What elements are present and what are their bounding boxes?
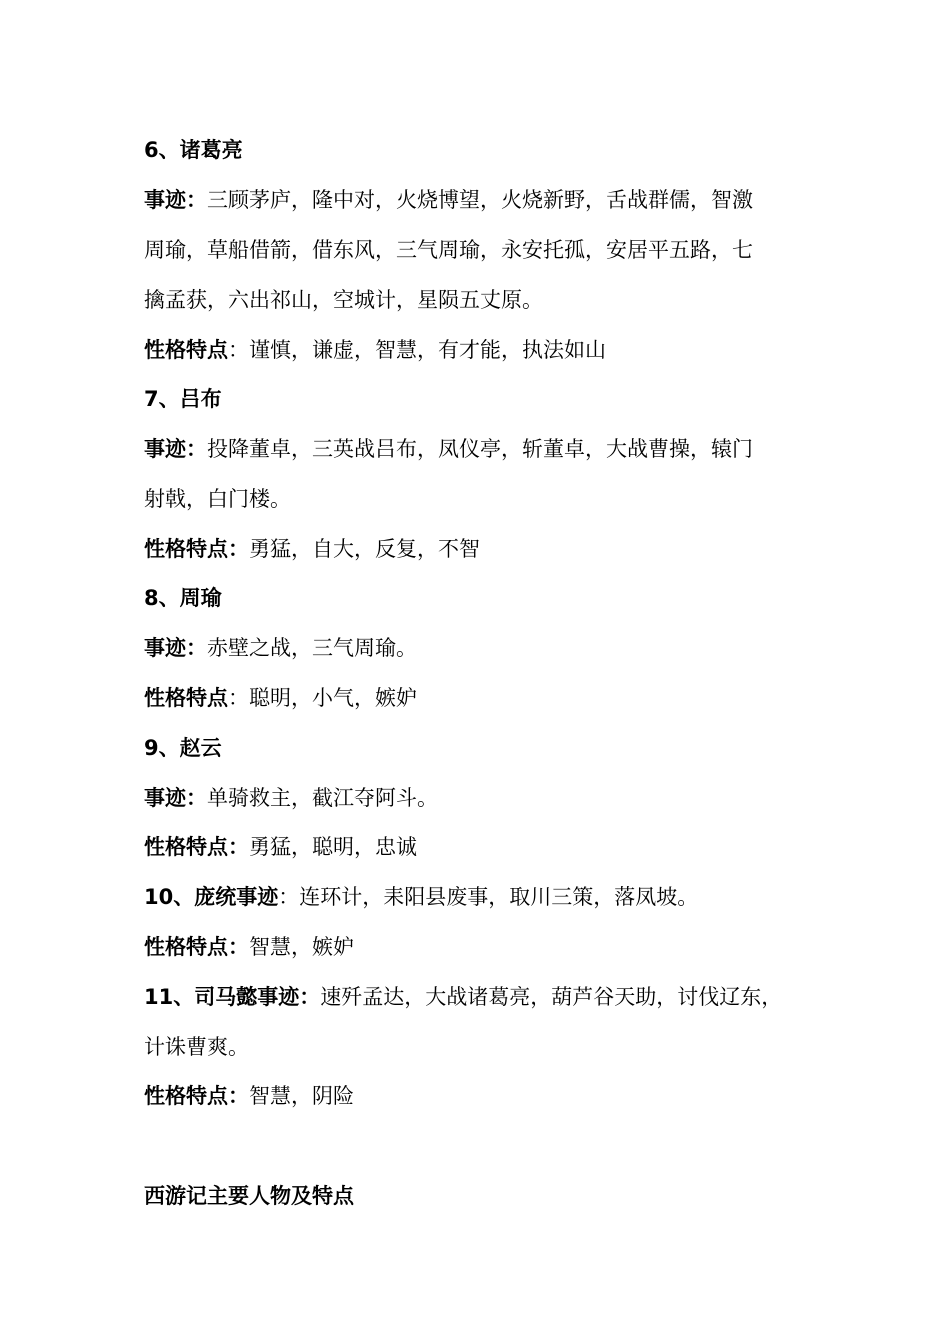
traits-label: 性格特点： xyxy=(144,935,249,959)
deeds-text: ：连环计，耒阳县废事，取川三策，落凤坡。 xyxy=(278,885,699,909)
deeds-label: 事迹： xyxy=(144,786,207,810)
deeds-text: 赤壁之战，三气周瑜。 xyxy=(207,636,417,660)
zhou-yu-traits xyxy=(144,680,844,716)
traits-label: 性格特点： xyxy=(144,1084,249,1108)
deeds-text: 单骑救主，截江夺阿斗。 xyxy=(207,786,438,810)
zhuge-liang-traits xyxy=(144,332,844,368)
section-title-lu-bu: 7、吕布 xyxy=(144,387,222,411)
traits-text: ：谨慎，谦虚，智慧，有才能，执法如山 xyxy=(228,338,606,362)
deeds-label: 事迹： xyxy=(144,636,207,660)
traits-text: 智慧，阴险 xyxy=(249,1084,354,1108)
deeds-label: 事迹： xyxy=(144,437,207,461)
traits-label: 性格特点： xyxy=(144,537,249,561)
traits-text: ：聪明，小气，嫉妒 xyxy=(228,686,417,710)
traits-text: 勇猛，聪明，忠诚 xyxy=(249,835,417,859)
section-title-zhuge-liang: 6、诸葛亮 xyxy=(144,138,243,162)
sima-yi-deeds xyxy=(144,979,844,1015)
deeds-text: 三顾茅庐，隆中对，火烧博望，火烧新野，舌战群儒，智激 xyxy=(207,188,753,212)
lu-bu-deeds-cont: 射戟，白门楼。 xyxy=(144,487,291,511)
zhuge-liang-deeds-cont-1: 周瑜，草船借箭，借东风，三气周瑜，永安托孤，安居平五路，七 xyxy=(144,238,753,262)
traits-label: 性格特点 xyxy=(144,686,228,710)
section-title-zhao-yun: 9、赵云 xyxy=(144,736,222,760)
deeds-text: 投降董卓，三英战吕布，凤仪亭，斩董卓，大战曹操，辕门 xyxy=(207,437,753,461)
deeds-text: 速歼孟达，大战诸葛亮，葫芦谷天助，讨伐辽东， xyxy=(320,985,783,1009)
sima-yi-deeds-cont: 计诛曹爽。 xyxy=(144,1035,249,1059)
lu-bu-deeds xyxy=(144,431,844,467)
traits-label: 性格特点： xyxy=(144,835,249,859)
zhou-yu-deeds xyxy=(144,630,844,666)
sima-yi-traits xyxy=(144,1078,844,1114)
section-title-zhou-yu: 8、周瑜 xyxy=(144,586,222,610)
pang-tong-deeds xyxy=(144,879,844,915)
zhuge-liang-deeds xyxy=(144,182,844,218)
zhao-yun-deeds xyxy=(144,780,844,816)
section-title-pang-tong: 10、庞统事迹 xyxy=(144,885,279,909)
traits-text: 智慧，嫉妒 xyxy=(249,935,354,959)
zhuge-liang-deeds-cont-2: 擒孟获，六出祁山，空城计，星陨五丈原。 xyxy=(144,288,543,312)
lu-bu-traits xyxy=(144,531,844,567)
journey-to-the-west-heading: 西游记主要人物及特点 xyxy=(144,1184,354,1208)
traits-label: 性格特点 xyxy=(144,338,228,362)
zhao-yun-traits xyxy=(144,829,844,865)
traits-text: 勇猛，自大，反复，不智 xyxy=(249,537,480,561)
deeds-label: 事迹： xyxy=(144,188,207,212)
section-title-sima-yi: 11、司马懿事迹： xyxy=(144,985,321,1009)
pang-tong-traits xyxy=(144,929,844,965)
